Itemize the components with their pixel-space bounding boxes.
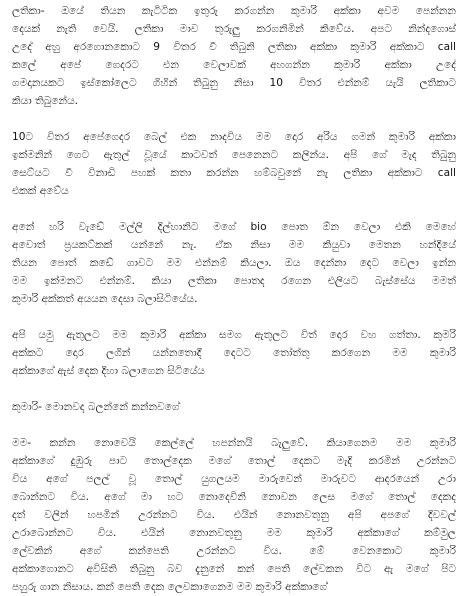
text-line: කලේ අපේ ගෙදරට එන වෙලාවක් අහගන්න කුමාරි අක්කා උදේ	[12, 59, 456, 71]
paragraph-gap	[12, 380, 456, 398]
paragraph	[12, 2, 456, 110]
text-line: අනේ හරි වැඩේ මල්ලි දිල්හානිට මගේ bio පොත ඕන වෙලා එකි මෙහේ	[12, 221, 456, 233]
text-line: දත් වලින් හපමින් උරන්නට විය. එයින් නොනවතුනු අපි අපගේ දිවවල්	[12, 509, 456, 521]
paragraph	[12, 398, 456, 416]
text-line: අක්කාගොනට අවිසිති තිබුනු බව දැනුනේ කන් පෙති ලේවකන විට ඇ මගේ පිට	[12, 563, 456, 575]
text-line: 10ට විතර අපේගෙදර බෙල් එක නාදවිය මම දොර අරිය ගමන් කුමාරි අක්කා	[12, 131, 456, 143]
text-line: අවොත් ප්‍රයකට්කක් යන්නේ නැ. ඒක නිසා මම කියුවා මෙතන හන්දියේ	[12, 239, 456, 251]
paragraph-gap	[12, 110, 456, 128]
text-line: කියා තිබුනේය.	[12, 95, 79, 107]
text-line: අක්කට දොර ලගින් යන්නතොදී දෙටට තෝත්තු කරගෙන මම කුමාරි	[12, 347, 456, 359]
text-line: විය අගේ පලල් වූ තොල් යුගලයම මාරුවෙන් මාරුවට ආදරයෙන් උරා	[12, 473, 456, 485]
text-line: උදේ අහු අරගොනකොට 9 විතර වී තිබුනි ලතිකා අක්කා කුමාරි අක්කාට call	[12, 41, 456, 53]
text-line: ගමදානයකට ඉස්කෝලෙට ගිහින් තිබුනු නිසා 10 විතර එන්නම් යැයි ලතිකාට	[12, 77, 456, 89]
text-line: තියන පොත් කඩේ ගාවට මම එන්නම් කියලා. ඔය දෙන්නා දෙට වෙලා ඉන්න	[12, 257, 456, 269]
text-line: අපි යමු ඇතුලට මම කුමාරි අක්කා සමග ඇතුලට විත් දොර වහ ගත්තා. කුමරි	[12, 329, 456, 341]
paragraph	[12, 434, 456, 596]
text-line: බොන්නට විය. අගේ මා හට නොදෙවිනි නොවන ලෙස මගේ තොල් දෙකද	[12, 491, 456, 503]
paragraph-gap	[12, 416, 456, 434]
text-line: සෙට්යට වී විනාඩි පහක් කතා කරන්න හම්බවුනේ නැ ලතිකා අක්කාට call	[12, 167, 456, 179]
paragraph-gap	[12, 308, 456, 326]
paragraph	[12, 326, 456, 380]
text-line: කුමාරි- මොනවද බලන්නේ කන්නවගේ	[12, 401, 180, 413]
text-line: කුමාරි අක්කත් අයයන දෙසා බලාසිටියේය.	[12, 293, 198, 305]
text-line: මම ඉක්මනට එන්නම්. කියා ලතිකා පොතද රගෙන එලියට බැස්සේය මමත්	[12, 275, 456, 287]
text-line: ඉක්මනින් ගෙට ඇතුල් වූයේ කාටවත් පෙනෙනට කලින්ය. අපි ගේ මැද තිබුනු	[12, 149, 456, 161]
text-line: දෙයක් නැති වෙයි. ලතිකා මාව තුරුලු කරගනිමින් කිවේය. අපට නින්දගොස්	[12, 23, 456, 35]
text-line: පහුරු ගාන නිසාය. කන් පෙති දෙක ලෙවකාගෙනම මම කුමාරි අක්කාගේ	[12, 581, 328, 593]
text-line: ලතිකා- ඔයේ තියන කැටිටික ඉතුරු කරගන්න කුමාරි අක්කා අවම පෙන්නන	[12, 5, 456, 17]
paragraph	[12, 128, 456, 200]
text-line: අක්කාගේ දුඹුරු පාට තොල්දෙක මගේ තොල් දෙකට මැදි කරමින් උරන්නට	[12, 455, 456, 467]
text-line: උරාබොන්නට විය. එයින් නොනවතුනු මම කුමාරි අක්කාගේ කම්මුල	[12, 527, 456, 539]
text-line: අක්කාගේ ඇස් දෙක දිහා බලාගෙන සිටියේය	[12, 365, 205, 377]
paragraph-gap	[12, 200, 456, 218]
paragraph	[12, 218, 456, 308]
text-line: ලේවකින් අගේ කන්පෙති උරන්නට විය. මේ වෙනකොට කුමාරි	[12, 545, 456, 557]
text-line: මම- කන්න නොවෙයි කෙල්ලේ හපන්නයි බැලුවේ. කියාගෙනම මම කුමාරි	[12, 437, 456, 449]
text-line: එකක් අවේය	[12, 185, 69, 197]
